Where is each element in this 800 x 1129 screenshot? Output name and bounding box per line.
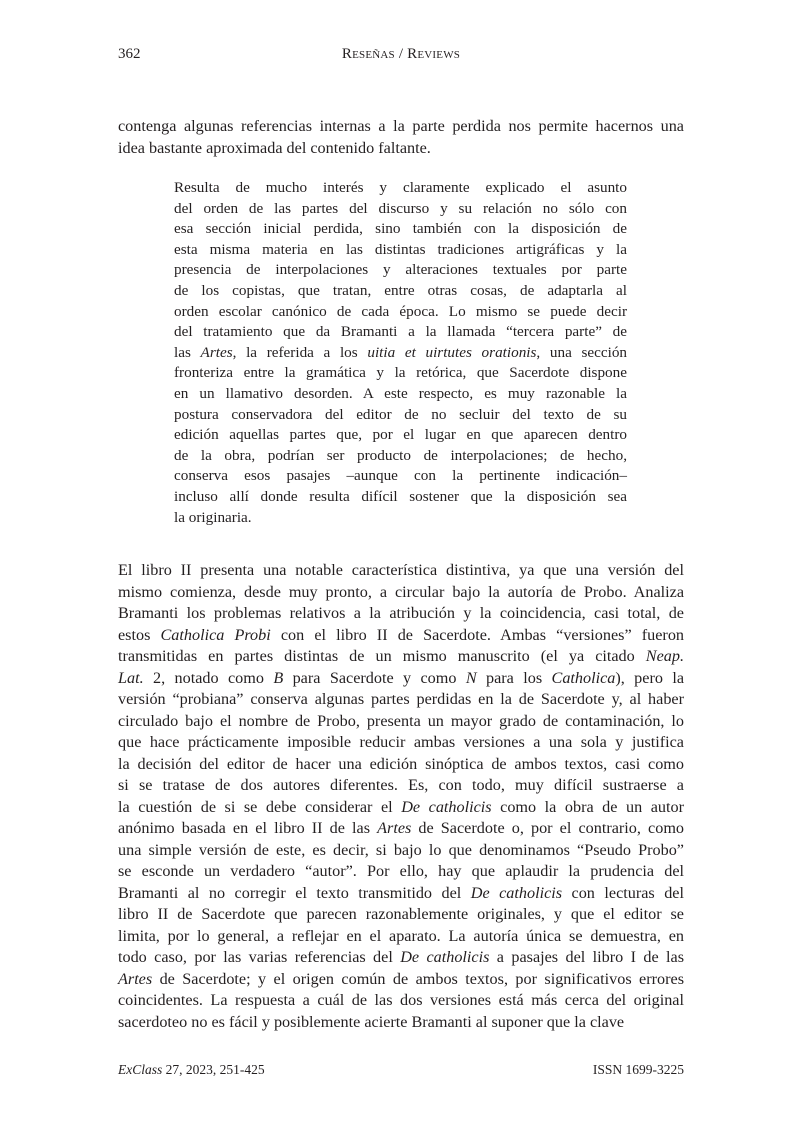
text-run: de Sacerdote o, por el contrario, como [411,819,685,837]
text-line: contenga algunas referencias internas a la parte perdida nos permite hacernos una [118,117,684,135]
text-line [118,883,684,905]
text-line: de los copistas, que tratan, entre otras cosas, de adaptarla al [174,281,627,299]
text-run: estos [118,625,161,644]
italic-term: De catholicis [400,948,490,966]
italic-term: Neap. [645,647,684,665]
text-line: la decisión del editor de hacer una edición sinóptica de ambos textos, casi como [118,754,684,773]
italic-term: Lat. [118,668,144,687]
text-line: se esconde un verdadero “autor”. Por ello, hay que aplaudir la prudencia del [118,862,684,880]
text-run: a pasajes del libro I de las [489,948,684,966]
text-line [118,646,684,668]
text-line [118,668,684,690]
italic-term: Catholica Probi [160,625,271,644]
italic-term: N [465,668,477,687]
text-line [118,818,684,840]
text-line: El libro II presenta una notable característica distintiva, ya que una versión del [118,561,684,579]
journal-citation [118,1062,265,1078]
text-line: versión “probiana” conserva algunas partes perdidas en la de Sacerdote y, al haber [118,690,684,708]
italic-term: De catholicis [470,883,563,902]
text-line: Bramanti los problemas relativos a la atribución y la coincidencia, casi total, de [118,604,684,622]
text-line: del tratamiento que da Bramanti a la llamada “tercera parte” de [174,323,627,341]
text-line: coincidentes. La respuesta a cuál de las dos versiones está más cerca del original [118,991,684,1009]
text-line: que hace prácticamente imposible reducir ambas versiones a una sola y justifica [118,733,684,751]
text-line: conserva esos pasajes –aunque con la pertinente indicación– [174,467,627,485]
text-line: orden escolar canónico de cada época. Lo mismo se puede decir [174,302,627,320]
page-number: 362 [118,46,141,62]
italic-term: Artes [200,343,233,361]
text-line: en un llamativo desorden. A este respecto, es muy razonable la [174,384,627,402]
text-line [118,947,684,969]
text-line: del orden de las partes del discurso y su relación no sólo con [174,199,627,217]
text-line: Resulta de mucho interés y claramente explicado el asunto [174,179,627,196]
text-line: la originaria. [174,508,252,526]
journal-name: ExClass [118,1062,163,1077]
text-line: presencia de interpolaciones y alteraciones textuales por parte [174,261,627,279]
text-run: para los [476,668,552,687]
italic-term: uitia et uirtutes orationis [367,343,537,361]
main-paragraph [118,560,684,1033]
intro-paragraph [118,116,684,159]
text-line: fronteriza entre la gramática y la retórica, que Sacerdote dispone [174,364,627,382]
text-line: esa sección inicial perdida, sino también con la disposición de [174,220,627,238]
running-head: Reseñas / Reviews [341,46,461,62]
text-line: circulado bajo el nombre de Probo, presenta un mayor grado de contaminación, lo [118,711,684,730]
text-line: postura conservadora del editor de no secluir del texto de su [174,405,627,423]
italic-term: De catholicis [401,797,492,816]
text-run: con lecturas del [562,883,684,902]
text-line [118,625,684,647]
volume-pages: 27, 2023, 251-425 [162,1062,265,1077]
text-line: incluso allí donde resulta difícil sostener que la disposición sea [174,487,627,505]
text-line: esta misma materia en las distintas tradiciones artigráficas y la [174,240,627,258]
page-footer [118,1062,684,1082]
text-line: de la obra, podrían ser producto de interpolaciones; de hecho, [174,446,627,464]
text-run: Bramanti al no corregir el texto transmitido del [118,883,471,902]
text-run: la cuestión de si se debe considerar el [118,797,402,816]
text-line [118,797,684,819]
italic-term: Artes [118,969,153,988]
page-header [118,46,684,66]
italic-term: Artes [377,819,412,837]
italic-term: Catholica [551,668,616,687]
text-run: las [174,343,201,361]
text-line: edición aquellas partes que, por el lugar en que aparecen dentro [174,426,627,444]
text-run: transmitidas en partes distintas de un mismo manuscrito (el ya citado [118,647,646,665]
text-run: para Sacerdote y como [283,668,466,687]
text-line [174,343,627,364]
text-line: idea bastante aproximada del contenido faltante. [118,138,431,157]
text-line [118,969,684,991]
text-run: con el libro II de Sacerdote. Ambas “versiones” fueron [270,625,685,644]
text-line: una simple versión de este, es decir, si bajo lo que denominamos “Pseudo Probo” [118,840,684,859]
text-run: de Sacerdote; y el origen común de ambos textos, por significativos errores [152,969,684,988]
text-run: , una sección [536,343,628,361]
text-line: sacerdoteo no es fácil y posiblemente acierte Bramanti al suponer que la clave [118,1012,625,1031]
text-run: ), pero la [615,668,685,687]
block-quote [174,178,627,528]
text-run: anónimo basada en el libro II de las [118,819,378,837]
text-line: mismo comienza, desde muy pronto, a circular bajo la autoría de Probo. Analiza [118,582,684,601]
text-line: libro II de Sacerdote que parecen razonablemente originales, y que el editor se [118,905,684,923]
text-line: si se tratase de dos autores diferentes. Es, con todo, muy difícil sustraerse a [118,776,684,794]
text-run: todo caso, por las varias referencias del [118,948,401,966]
issn: ISSN 1699-3225 [592,1062,684,1077]
text-run: 2, notado como [143,668,274,687]
italic-term: B [273,668,284,687]
text-run: como la obra de un autor [491,797,685,816]
text-line: limita, por lo general, a reflejar en el aparato. La autoría única se demuestra, en [118,926,684,945]
text-run: , la referida a los [232,343,368,361]
